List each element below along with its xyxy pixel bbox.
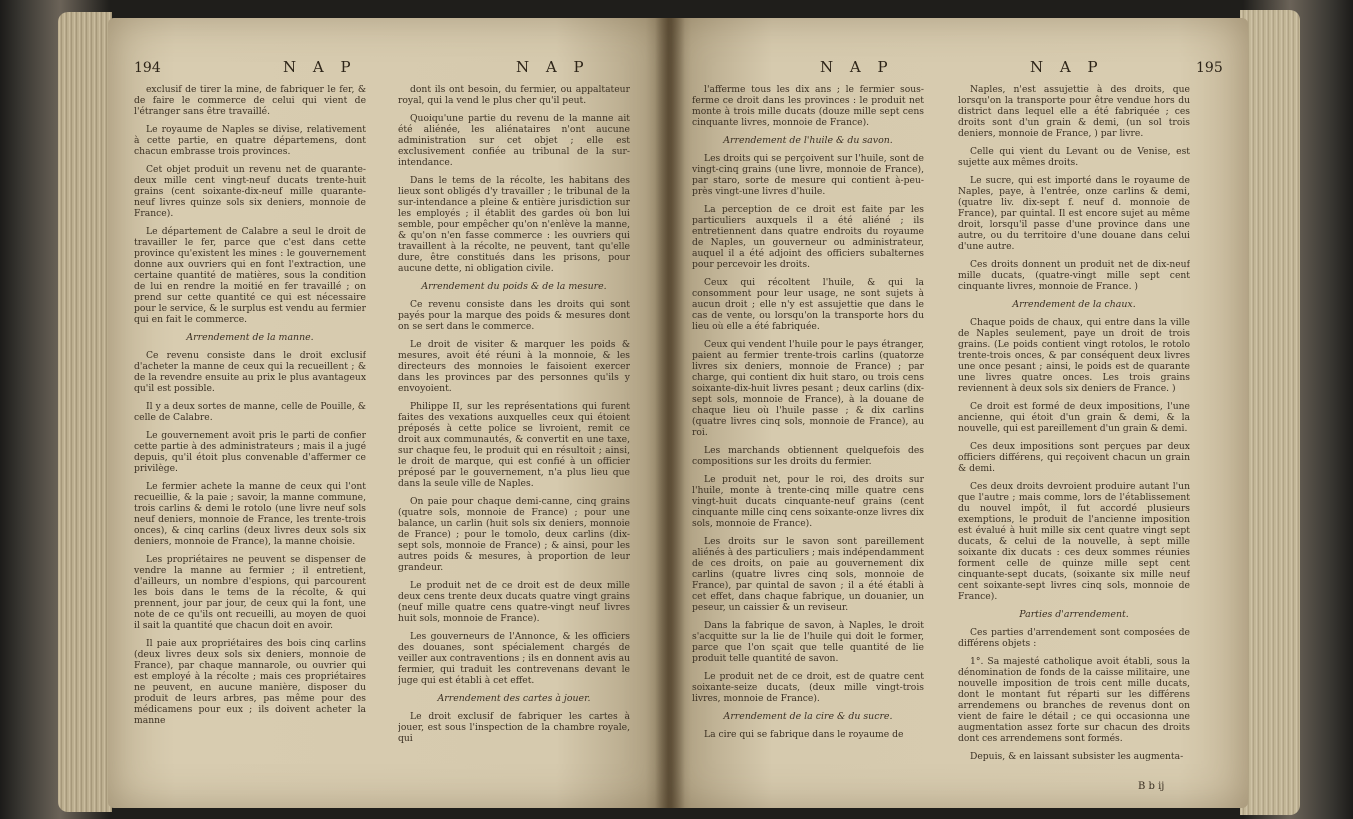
paragraph: 1°. Sa majesté catholique avoit établi, sous la dénomination de fonds de la caisse militaire, une nouvelle imposition de trois cent mille ducats, dont le montant fut réparti sur les différens arrendemens ou branches de revenus dont on vient de faire le détail ; ce qui occasionna une augmentation assez forte sur chacun des droits dont ces arrendemens sont formés. bbox=[958, 656, 1190, 744]
page-edges-left bbox=[58, 12, 112, 812]
paragraph: Celle qui vient du Levant ou de Venise, est sujette aux mêmes droits. bbox=[958, 146, 1190, 168]
section-heading: Arrendement de la manne. bbox=[186, 332, 314, 343]
paragraph: Les droits sur le savon sont pareillement aliénés à des particuliers ; mais indépendamment de ces droits, on paie au gouvernement dix carlins (quatre livres cinq sols, monnoie de France), par quintal de savon ; il a été établi à cet effet, dans chaque fabrique, un douanier, un peseur, un caissier & un reviseur. bbox=[692, 536, 924, 613]
paragraph: Depuis, & en laissant subsister les augmenta- bbox=[970, 751, 1184, 762]
paragraph: Ceux qui vendent l'huile pour le pays étranger, paient au fermier trente-trois carlins (quatorze livres six deniers, monnoie de France) ; par charge, qui contient dix huit staro, ou trois cens soixante-dix-huit livres pesant ; deux carlins (dix-sept sols, monnoie de France), à la douane de chaque lieu où l'huile passe ; & dix carlins (quatre livres cinq sols, monnoie de France), au roi. bbox=[692, 339, 924, 438]
paragraph: Il y a deux sortes de manne, celle de Pouille, & celle de Calabre. bbox=[134, 401, 366, 423]
right-page-number: 195 bbox=[1196, 60, 1223, 76]
paragraph: Le royaume de Naples se divise, relativement à cette partie, en quatre départemens, dont chacun embrasse trois provinces. bbox=[134, 124, 366, 157]
paragraph: Le droit de visiter & marquer les poids & mesures, avoit été réuni à la monnoie, & les directeurs des monnoies le faisoient exercer dans les provinces par des personnes qu'ils y envoyoient. bbox=[398, 339, 630, 394]
paragraph: Ces deux droits devroient produire autant l'un que l'autre ; mais comme, lors de l'établissement du nouvel impôt, il fut accordé plusieurs exemptions, le produit de l'ancienne imposition est évalué à huit mille six cent quatre vingt sept ducats, & celui de la nouvelle, à sept mille soixante dix ducats : ces deux sommes réunies forment celle de quinze mille sept cent cinquante-sept ducats, (soixante six mille neuf cent soixante-sept livres cinq sols, monnoie de France). bbox=[958, 481, 1190, 602]
paragraph: On paie pour chaque demi-canne, cinq grains (quatre sols, monnoie de France) ; pour une balance, un carlin (huit sols six deniers, monnoie de France) ; pour le tomolo, deux carlins (dix-sept sols, monnoie de France) ; & ainsi, pour les autres poids & mesures, à proportion de leur grandeur. bbox=[398, 496, 630, 573]
paragraph: dont ils ont besoin, du fermier, ou appaltateur royal, qui la vend le plus cher qu'il peut. bbox=[398, 84, 630, 106]
paragraph: Les marchands obtiennent quelquefois des compositions sur les droits du fermier. bbox=[692, 445, 924, 467]
paragraph: Ceux qui récoltent l'huile, & qui la consomment pour leur usage, ne sont sujets à aucun droit ; elle n'y est assujettie que dans le cas de vente, ou lorsqu'on la transporte hors du lieu où elle a été fabriquée. bbox=[692, 277, 924, 332]
paragraph: Le sucre, qui est importé dans le royaume de Naples, paye, à l'entrée, onze carlins & demi, (quatre liv. dix-sept f. neuf d. monnoie de France), par quintal. Il est encore sujet au même droit, lorsqu'il passe d'une province dans une autre, ou du territoire d'une douane dans celui d'une autre. bbox=[958, 175, 1190, 252]
paragraph: Ces deux impositions sont perçues par deux officiers différens, qui reçoivent chacun un grain & demi. bbox=[958, 441, 1190, 474]
right-running-head-1: N A P bbox=[820, 58, 894, 76]
paragraph: l'afferme tous les dix ans ; le fermier sous-ferme ce droit dans les provinces : le produit net monte à trois mille ducats (douze mille sept cens cinquante livres, monnoie de France). bbox=[692, 84, 924, 128]
signature-mark: B b ij bbox=[1138, 781, 1165, 792]
left-running-head-1: N A P bbox=[283, 58, 357, 76]
left-page-number: 194 bbox=[134, 60, 161, 76]
paragraph: Le produit net de ce droit est de deux mille deux cens trente deux ducats quatre vingt grains (neuf mille quatre cens quatre-vingt neuf livres huit sols, monnoie de France). bbox=[398, 580, 630, 624]
paragraph: Chaque poids de chaux, qui entre dans la ville de Naples seulement, paye un droit de trois grains. (Le poids contient vingt rotolos, le rotolo trente-trois onces, & par conséquent deux livres une once pesant ; ainsi, le poids est de quarante une livres quatre onces. Les trois grains reviennent à deux sols six deniers de France. ) bbox=[958, 317, 1190, 394]
paragraph: Il paie aux propriétaires des bois cinq carlins (deux livres deux sols six deniers, monnoie de France), par chaque mannarole, ou ouvrier qui est employé à la récolte ; mais ces propriétaires ne peuvent, en aucune manière, disposer du produit de leurs arbres, pas même pour des médicamens pour eux ; ils doivent acheter la manne bbox=[134, 638, 366, 726]
paragraph: Ces droits donnent un produit net de dix-neuf mille ducats, (quatre-vingt mille sept cent cinquante livres, monnoie de France. ) bbox=[958, 259, 1190, 292]
right-column-1 bbox=[692, 84, 924, 784]
paragraph: Naples, n'est assujettie à des droits, que lorsqu'on la transporte pour être vendue hors du district dans lequel elle a été fabriquée ; ces droits sont d'un grain & demi, (un sol trois deniers, monnoie de France, ) par livre. bbox=[958, 84, 1190, 139]
section-heading: Arrendement de la chaux. bbox=[1012, 299, 1136, 310]
paragraph: Cet objet produit un revenu net de quarante-deux mille cent vingt-neuf ducats trente-huit grains (cent soixante-dix-neuf mille quarante-neuf livres quinze sols six deniers, monnoie de France). bbox=[134, 164, 366, 219]
paragraph: Le département de Calabre a seul le droit de travailler le fer, parce que c'est dans cette province qu'existent les mines : le gouvernement donne aux ouvriers qui en font l'extraction, une certaine quantité de matières, sous la condition de lui en rendre la moitié en fer travaillé ; on prend sur cette quantité ce qui est nécessaire pour le service, & le surplus est vendu au fermier qui en fait le commerce. bbox=[134, 226, 366, 325]
paragraph: La perception de ce droit est faite par les particuliers auxquels il a été aliéné ; ils entretiennent dans quatre endroits du royaume de Naples, un gouverneur ou administrateur, auquel il a été adjoint des officiers subalternes pour percevoir les droits. bbox=[692, 204, 924, 270]
paragraph: Le droit exclusif de fabriquer les cartes à jouer, est sous l'inspection de la chambre royale, qui bbox=[398, 711, 630, 744]
paragraph: Dans la fabrique de savon, à Naples, le droit s'acquitte sur la lie de l'huile qui doit le former, parce que l'on sçait que telle quantité de lie produit telle quantité de savon. bbox=[692, 620, 924, 664]
section-heading: Arrendement de l'huile & du savon. bbox=[723, 135, 893, 146]
paragraph: Le gouvernement avoit pris le parti de confier cette partie à des administrateurs ; mais il a jugé depuis, qu'il étoit plus convenable d'affermer ce privilège. bbox=[134, 430, 366, 474]
paragraph: Les propriétaires ne peuvent se dispenser de vendre la manne au fermier ; il entretient, d'ailleurs, un nombre d'espions, qui parcourent les bois dans le tems de la récolte, & qui prennent, jour par jour, de ceux qui la font, une note de ce qu'ils ont recueilli, au moyen de quoi il sait la quantité que chacun doit en avoir. bbox=[134, 554, 366, 631]
section-heading: Arrendement de la cire & du sucre. bbox=[723, 711, 893, 722]
section-heading: Arrendement des cartes à jouer. bbox=[437, 693, 591, 704]
section-heading: Parties d'arrendement. bbox=[1019, 609, 1129, 620]
paragraph: Ces parties d'arrendement sont composées de différens objets : bbox=[958, 627, 1190, 649]
paragraph: Le fermier achete la manne de ceux qui l'ont recueillie, & la paie ; savoir, la manne commune, trois carlins & demi le rotolo (une livre neuf sols neuf deniers, monnoie de France, les trente-trois onces), & cinq carlins (deux livres deux sols six deniers, monnoie de France), la manne choisie. bbox=[134, 481, 366, 547]
paragraph: Dans le tems de la récolte, les habitans des lieux sont obligés d'y travailler ; le tribunal de la sur-intendance a pleine & entière jurisdiction sur les employés ; il établit des gardes où bon lui semble, pour empêcher qu'on n'enlève la manne, & qu'on n'en fasse commerce : les ouvriers qui travaillent à la récolte, ne peuvent, tant qu'elle dure, être constitués dans les prisons, pour aucune dette, ni obligation civile. bbox=[398, 175, 630, 274]
paragraph: Quoiqu'une partie du revenu de la manne ait été aliénée, les aliénataires n'ont aucune administration sur cet objet ; elle est exclusivement confiée au tribunal de la sur-intendance. bbox=[398, 113, 630, 168]
paragraph: Ce revenu consiste dans les droits qui sont payés pour la marque des poids & mesures dont on se sert dans le commerce. bbox=[398, 299, 630, 332]
paragraph: La cire qui se fabrique dans le royaume de bbox=[704, 729, 904, 740]
left-running-head-2: N A P bbox=[516, 58, 590, 76]
paragraph: Les droits qui se perçoivent sur l'huile, sont de vingt-cinq grains (une livre, monnoie de France), par staro, sorte de mesure qui contient à-peu-près vingt-une livres d'huile. bbox=[692, 153, 924, 197]
paragraph: Ce revenu consiste dans le droit exclusif d'acheter la manne de ceux qui la recueillent ; & de la revendre ensuite au prix le plus avantageux qu'il est possible. bbox=[134, 350, 366, 394]
left-column-1 bbox=[134, 84, 366, 784]
paragraph: Le produit net, pour le roi, des droits sur l'huile, monte à trente-cinq mille quatre cens vingt-huit ducats cinquante-neuf grains (cent cinquante mille cinq cens soixante-onze livres dix sols, monnoie de France). bbox=[692, 474, 924, 529]
section-heading: Arrendement du poids & de la mesure. bbox=[421, 281, 607, 292]
paragraph: Le produit net de ce droit, est de quatre cent soixante-seize ducats, (deux mille vingt-trois livres, monnoie de France). bbox=[692, 671, 924, 704]
right-column-2 bbox=[958, 84, 1190, 784]
paragraph: Ce droit est formé de deux impositions, l'une ancienne, qui étoit d'un grain & demi, & la nouvelle, qui est pareillement d'un grain & demi. bbox=[958, 401, 1190, 434]
paragraph: Les gouverneurs de l'Annonce, & les officiers des douanes, sont spécialement chargés de veiller aux contraventions ; ils en donnent avis au fermier, qui traduit les contrevenans devant le juge qui est établi à cet effet. bbox=[398, 631, 630, 686]
page-edges-right bbox=[1240, 10, 1300, 815]
paragraph: exclusif de tirer la mine, de fabriquer le fer, & de faire le commerce de celui qui vient de l'étranger sans être travaillé. bbox=[134, 84, 366, 117]
book-gutter bbox=[655, 18, 685, 808]
right-running-head-2: N A P bbox=[1030, 58, 1104, 76]
paragraph: Philippe II, sur les représentations qui furent faites des vexations auxquelles ceux qui étoient préposés à cette police se livroient, remit ce droit aux communautés, & convertit en une taxe, sur chaque feu, le produit qui en résultoit ; ainsi, le droit de marque, qui est confié à un officier préposé par le gouvernement, n'a plus lieu que dans la seule ville de Naples. bbox=[398, 401, 630, 489]
left-column-2 bbox=[398, 84, 630, 784]
